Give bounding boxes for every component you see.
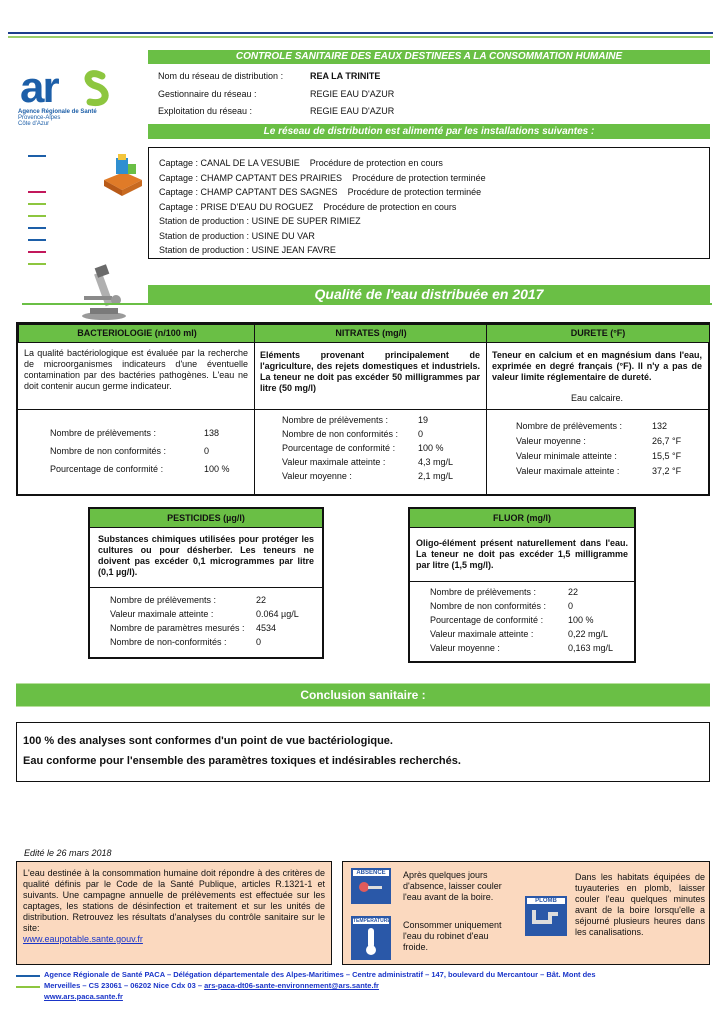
footer-line-1: Agence Régionale de Santé PACA – Délégation départementale des Alpes-Maritimes – Centre administratif – 147, boulevard du Mercantour – Bât. Mont des [44,970,596,979]
stat-value: 0,22 mg/L [568,629,609,639]
fluor-divider [410,581,634,582]
conclusion-box [16,722,710,782]
conclusion-line-1: 100 % des analyses sont conformes d'un point de vue bactériologique. [23,735,393,747]
logo-sub2: Provence-Alpes [18,115,61,121]
stat-row [50,428,250,446]
ars-logo [18,62,128,132]
installations-box [148,147,710,259]
installation-name: CHAMP CAPTANT DES PRAIRIES [200,172,343,183]
quality-rule [22,303,712,305]
manager-value: REGIE EAU D'AZUR [310,89,395,99]
absence-icon [351,868,391,904]
svg-text:ar: ar [20,63,58,110]
fluor-header: FLUOR (mg/l) [410,509,634,528]
stat-label: Valeur moyenne : [282,471,352,481]
stat-value: 0 [204,446,210,456]
installation-type: Captage : [159,158,201,168]
stat-value: 37,2 °F [652,466,682,476]
installation-name: USINE DU VAR [251,230,315,241]
stat-value: 0,163 mg/L [568,643,614,653]
stat-value: 100 % [568,615,594,625]
stat-row [430,601,630,615]
bacterio-description: La qualité bactériologique est évaluée par la recherche de microorganismes indicateurs d'une éventuelle contamination par des bactéries pathogènes. L'eau ne doit contenir aucun germe indicateur. [24,348,248,391]
stat-label: Valeur maximale atteinte : [110,609,214,619]
stat-value: 4534 [256,623,277,633]
stat-value: 22 [568,587,579,597]
durete-description: Teneur en calcium et en magnésium dans l'eau, exprimée en degré français (°F). Il n'y a pas de valeur limite réglementaire de dureté. [492,350,702,382]
stat-label: Nombre de prélèvements : [430,587,537,597]
temperature-text: Consommer uniquement l'eau du robinet d'eau froide. [403,920,502,952]
installation-name: USINE JEAN FAVRE [251,245,336,255]
installation-name: CHAMP CAPTANT DES SAGNES [200,187,338,197]
durete-stats [516,421,706,481]
stat-label: Nombre de non conformités : [50,446,167,456]
installation-row [159,229,709,244]
stat-value: 0.064 µg/L [256,609,299,619]
operator-value: REGIE EAU D'AZUR [310,106,395,116]
installation-row [159,156,709,171]
fluor-description: Oligo-élément présent naturellement dans l'eau. La teneur ne doit pas excéder 1,5 milligramme par litre (1,5 mg/l). [416,538,628,570]
fluor-box [408,507,636,663]
conclusion-line-2: Eau conforme pour l'ensemble des paramètres toxiques et indésirables recherchés. [23,755,461,767]
stat-row [516,466,706,481]
stat-value: 4,3 mg/L [418,457,454,467]
pesticides-stats [110,595,320,651]
stat-row [430,615,630,629]
microscope-icon [76,262,132,322]
footer-website[interactable]: www.ars.paca.sante.fr [44,992,123,1001]
operator-label: Exploitation du réseau : [158,106,253,116]
stat-row [110,609,320,623]
nitrates-stats [282,415,482,485]
installation-row [159,200,709,215]
installation-status: Procédure de protection terminée [347,187,482,197]
stat-row [282,443,482,457]
stat-value: 0 [418,429,424,439]
stat-row [430,643,630,657]
ars-logo-mark [18,62,128,110]
stat-label: Nombre de non-conformités : [110,637,227,647]
pesticides-divider [90,587,322,588]
stat-label: Pourcentage de conformité : [50,464,164,474]
stat-label: Valeur minimale atteinte : [516,451,617,461]
durete-note: Eau calcaire. [570,393,624,403]
installation-name: USINE DE SUPER RIMIEZ [251,216,361,226]
legend-ticks [28,155,46,265]
stat-label: Nombre de non conformités : [430,601,547,611]
stat-row [516,421,706,436]
installation-name: PRISE D'EAU DU ROGUEZ [200,201,314,212]
water-station-icon [96,150,146,200]
stat-value: 15,5 °F [652,451,682,461]
plomb-icon [525,896,567,936]
row-divider-nitrates [254,409,486,410]
stat-row [50,464,250,482]
stat-label: Nombre de non conformités : [282,429,399,439]
quality-title: Qualité de l'eau distribuée en 2017 [314,286,544,302]
installation-status: Procédure de protection en cours [323,201,457,212]
stat-value: 100 % [204,464,230,474]
info-link[interactable]: www.eaupotable.sante.gouv.fr [23,934,143,944]
footer-email[interactable]: ars-paca-dt06-sante-environnement@ars.sante.fr [204,981,379,990]
stat-label: Nombre de prélèvements : [516,421,623,431]
stat-label: Pourcentage de conformité : [282,443,396,453]
bacterio-stats [50,428,250,482]
stat-row [282,457,482,471]
stat-row [282,471,482,485]
network-value: REA LA TRINITE [310,71,381,81]
pesticides-box [88,507,324,659]
stat-label: Nombre de prélèvements : [110,595,217,605]
installation-row [159,185,709,200]
stat-row [430,587,630,601]
absence-icon-label: ABSENCE [353,870,389,876]
stat-label: Pourcentage de conformité : [430,615,544,625]
stat-value: 0 [256,637,262,647]
temperature-icon [351,916,391,960]
info-text: L'eau destinée à la consommation humaine doit répondre à des critères de qualité définis par le Code de la Santé Publique, articles R.1321-1 et suivants. Une campagne annuelle de prélèvements est effectuée sur les captages, les stations de désinfection et traitement et sur les unités de distribution. Retrouvez les résultats d'analyses du contrôle sanitaire sur le site: [23,868,325,933]
installation-row [159,171,709,186]
network-label: Nom du réseau de distribution : [158,71,284,81]
conclusion-title: Conclusion sanitaire : [300,688,426,702]
top-rule-dark [8,32,713,34]
stat-label: Valeur maximale atteinte : [282,457,386,467]
stat-value: 138 [204,428,220,438]
plomb-icon-label: PLOMB [527,898,565,904]
installation-type: Captage : [159,201,201,212]
installation-type: Station de production : [159,216,252,226]
analysis-table [16,322,710,496]
stat-value: 100 % [418,443,444,453]
plomb-text: Dans les habitats équipées de tuyauteries en plomb, laisser couler l'eau quelques minutes avant de la boire lorsqu'elle a séjourné plusieurs heures dans les canalisations. [575,872,705,937]
installation-row [159,243,709,258]
edit-date: Edité le 26 mars 2018 [24,848,112,858]
advice-box [342,861,710,965]
footer-rule-green [16,986,40,988]
stat-value: 19 [418,415,429,425]
header-banner: CONTROLE SANITAIRE DES EAUX DESTINEES A LA CONSOMMATION HUMAINE [148,50,710,64]
logo-sub1: Agence Régionale de Santé [18,109,97,115]
bacterio-header: BACTERIOLOGIE (n/100 ml) [18,324,256,343]
stat-value: 22 [256,595,267,605]
footer-rule-blue [16,975,40,977]
stat-label: Valeur moyenne : [430,643,500,653]
footer-line-2 [44,981,379,990]
stat-row [516,451,706,466]
stat-row [110,623,320,637]
stat-value: 26,7 °F [652,436,682,446]
installation-type: Station de production : [159,245,252,255]
nitrates-description: Eléments provenant principalement de l'agriculture, des rejets domestiques et industriels. La teneur ne doit pas excéder 50 milligrammes par litre (50 mg/l) [260,350,480,393]
stat-row [110,595,320,609]
pesticides-header: PESTICIDES (µg/l) [90,509,322,528]
manager-label: Gestionnaire du réseau : [158,89,257,99]
stat-row [430,629,630,643]
fluor-stats [430,587,630,657]
stat-label: Valeur maximale atteinte : [516,466,620,476]
stat-label: Nombre de prélèvements : [50,428,157,438]
nitrates-header: NITRATES (mg/l) [254,324,488,343]
row-divider-bacterio [18,409,254,410]
absence-text: Après quelques jours d'absence, laisser couler l'eau avant de la boire. [403,870,502,902]
quality-banner [148,285,710,303]
stat-row [282,415,482,429]
installations-list [159,156,709,258]
installation-type: Station de production : [159,230,252,241]
durete-header: DURETE (°F) [486,324,710,343]
stat-label: Nombre de prélèvements : [282,415,389,425]
stat-row [282,429,482,443]
stat-value: 2,1 mg/L [418,471,454,481]
top-rule-light [8,36,713,38]
stat-label: Valeur maximale atteinte : [430,629,534,639]
installation-status: Procédure de protection en cours [309,158,443,168]
stat-value: 0 [568,601,574,611]
stat-row [516,436,706,451]
supply-banner: Le réseau de distribution est alimenté par les installations suivantes : [148,124,710,139]
conclusion-banner [16,683,710,707]
stat-label: Nombre de paramètres mesurés : [110,623,245,633]
installation-status: Procédure de protection terminée [352,172,486,183]
pesticides-description: Substances chimiques utilisées pour protéger les cultures ou pour désherber. Les teneurs ne doivent pas excéder 0,1 microgrammes par litre (0,1 µg/l). [98,534,314,577]
installation-name: CANAL DE LA VESUBIE [200,158,300,168]
temperature-icon-label: TEMPERATURE [353,918,391,924]
stat-label: Valeur moyenne : [516,436,586,446]
logo-sub3: Côte d'Azur [18,121,50,127]
installation-type: Captage : [159,172,201,183]
installation-row [159,214,709,229]
info-box [16,861,332,965]
stat-value: 132 [652,421,668,431]
installation-type: Captage : [159,187,201,197]
stat-row [110,637,320,651]
stat-row [50,446,250,464]
row-divider-durete [486,409,708,410]
footer-address: Merveilles – CS 23061 – 06202 Nice Cdx 03 – [44,981,205,990]
